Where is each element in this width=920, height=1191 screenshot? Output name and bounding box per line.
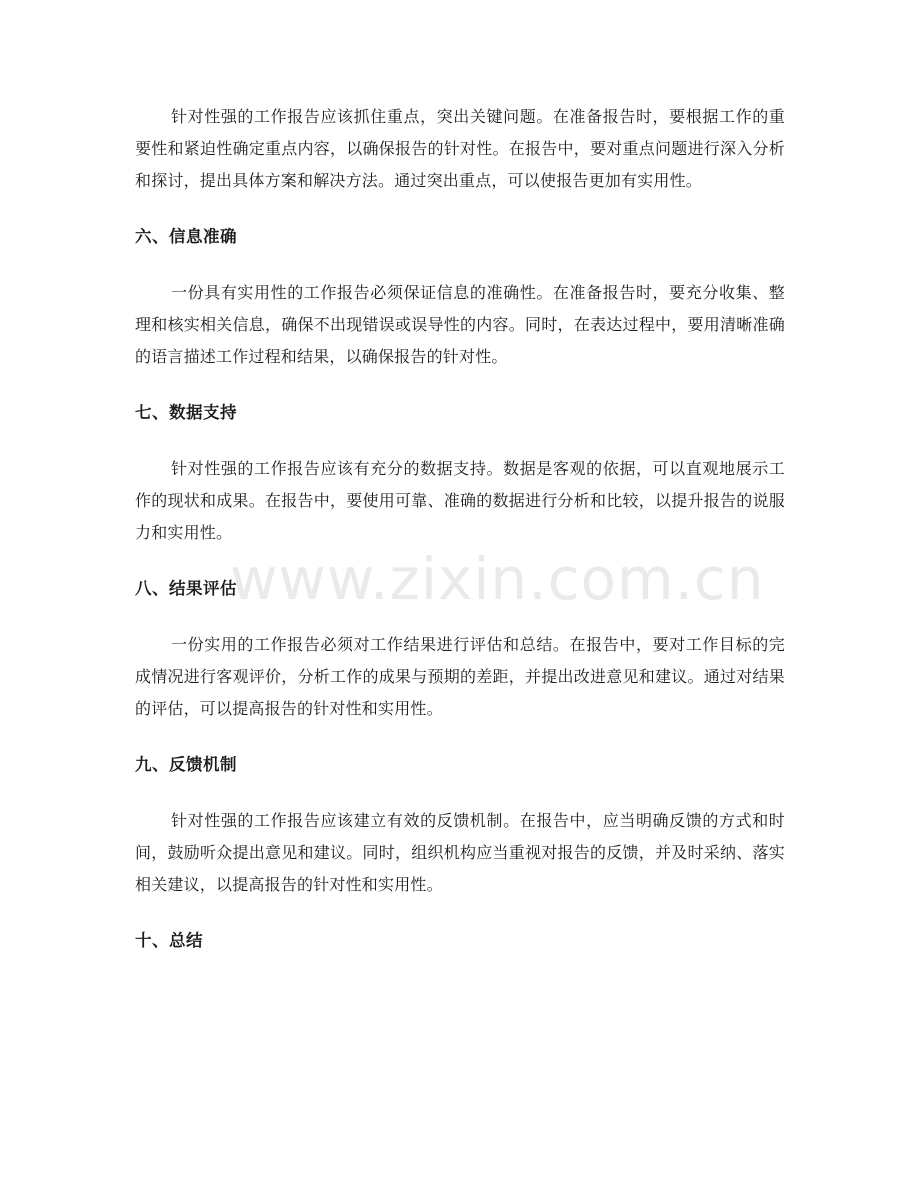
heading-section-9: 九、反馈机制 — [135, 755, 237, 774]
paragraph-section-6: 一份具有实用性的工作报告必须保证信息的准确性。在准备报告时，要充分收集、整理和核实相关信息，确保不出现错误或误导性的内容。同时，在表达过程中，要用清晰准确的语言描述工作过程和结果，以确保报告的针对性。 — [135, 283, 785, 366]
paragraph-focus: 针对性强的工作报告应该抓住重点，突出关键问题。在准备报告时，要根据工作的重要性和紧迫性确定重点内容，以确保报告的针对性。在报告中，要对重点问题进行深入分析和探讨，提出具体方案和解决方法。通过突出重点，可以使报告更加有实用性。 — [135, 107, 785, 190]
watermark: www.zixin.com.cn — [230, 545, 765, 613]
heading-section-10: 十、总结 — [135, 931, 203, 950]
paragraph-section-7: 针对性强的工作报告应该有充分的数据支持。数据是客观的依据，可以直观地展示工作的现状和成果。在报告中，要使用可靠、准确的数据进行分析和比较，以提升报告的说服力和实用性。 — [135, 459, 785, 542]
document-content — [135, 101, 785, 957]
paragraph-section-8: 一份实用的工作报告必须对工作结果进行评估和总结。在报告中，要对工作目标的完成情况进行客观评价，分析工作的成果与预期的差距，并提出改进意见和建议。通过对结果的评估，可以提高报告的针对性和实用性。 — [135, 635, 785, 718]
heading-section-6: 六、信息准确 — [135, 227, 237, 246]
heading-section-8: 八、结果评估 — [135, 579, 237, 598]
paragraph-section-9: 针对性强的工作报告应该建立有效的反馈机制。在报告中，应当明确反馈的方式和时间，鼓励听众提出意见和建议。同时，组织机构应当重视对报告的反馈，并及时采纳、落实相关建议，以提高报告的针对性和实用性。 — [135, 811, 785, 894]
heading-section-7: 七、数据支持 — [135, 403, 237, 422]
